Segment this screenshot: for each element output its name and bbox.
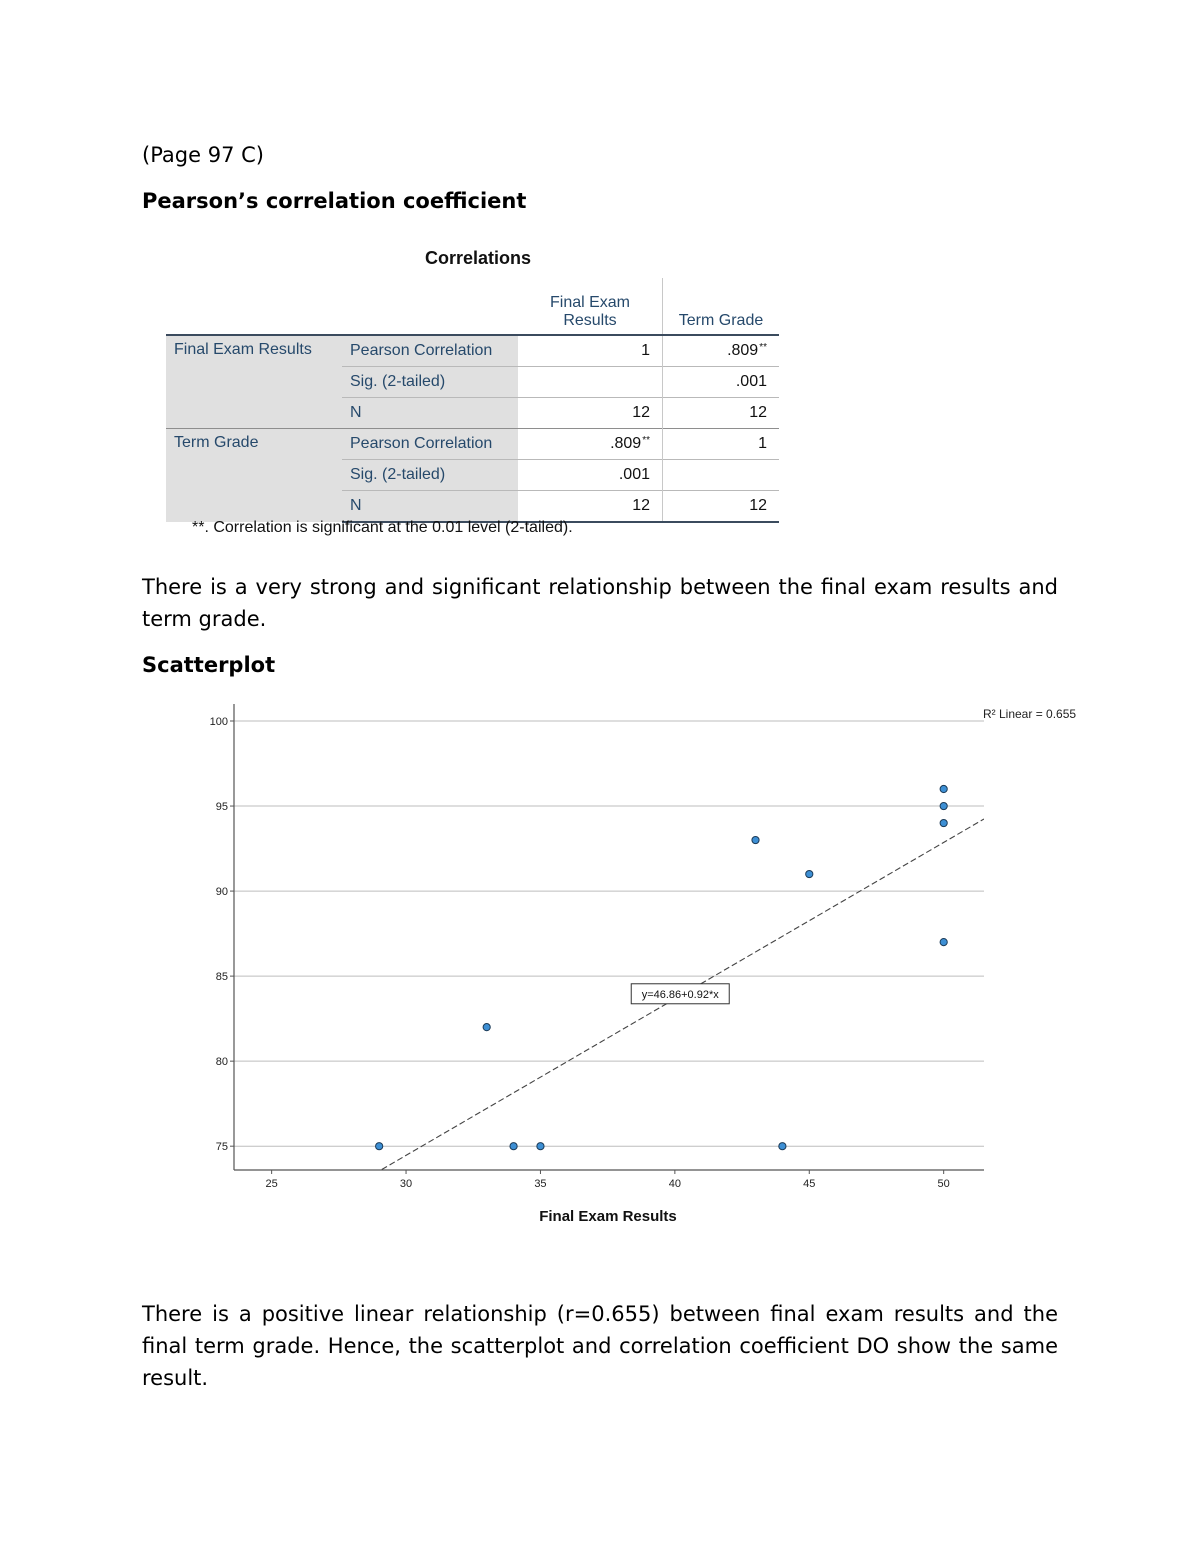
table-row bbox=[166, 429, 779, 460]
cell-value: 1 bbox=[663, 429, 780, 460]
cell-value: .809** bbox=[663, 335, 780, 367]
heading-pearson: Pearson’s correlation coefficient bbox=[142, 189, 527, 213]
row-stat-label: Sig. (2-tailed) bbox=[342, 460, 518, 491]
table-title: Correlations bbox=[424, 248, 532, 268]
row-stat-label: N bbox=[342, 398, 518, 429]
data-point bbox=[537, 1143, 544, 1150]
tick-label-y: 85 bbox=[215, 971, 228, 984]
tick-label-x: 45 bbox=[803, 1178, 816, 1190]
col-header-term-grade: Term Grade bbox=[663, 278, 780, 335]
row-stat-label: N bbox=[342, 491, 518, 523]
data-point bbox=[940, 802, 947, 809]
legend-r-squared: R² Linear = 0.655 bbox=[983, 707, 1077, 721]
row-group-label: Final Exam Results bbox=[166, 335, 342, 429]
row-stat-label: Sig. (2-tailed) bbox=[342, 367, 518, 398]
data-point bbox=[940, 785, 947, 792]
cell-value bbox=[663, 460, 780, 491]
scatterplot-chart bbox=[0, 690, 1200, 1250]
cell-value: 1 bbox=[518, 335, 663, 367]
tick-label-y: 100 bbox=[209, 716, 228, 729]
data-point bbox=[752, 836, 759, 843]
tick-label-y: 75 bbox=[215, 1141, 228, 1154]
tick-label-y: 95 bbox=[215, 801, 228, 814]
row-group-label: Term Grade bbox=[166, 429, 342, 523]
data-point bbox=[779, 1143, 786, 1150]
tick-label-x: 35 bbox=[534, 1178, 547, 1190]
cell-value: 12 bbox=[518, 398, 663, 429]
significance-marker: ** bbox=[759, 342, 767, 353]
tick-label-x: 25 bbox=[265, 1178, 278, 1190]
data-point bbox=[510, 1143, 517, 1150]
regression-line bbox=[234, 819, 984, 1250]
row-stat-label: Pearson Correlation bbox=[342, 335, 518, 367]
data-point bbox=[483, 1024, 490, 1031]
tick-label-y: 90 bbox=[215, 886, 228, 899]
col-header-final-exam: Final Exam Results bbox=[549, 294, 631, 329]
cell-value: .001 bbox=[663, 367, 780, 398]
tick-label-y: 80 bbox=[215, 1056, 228, 1069]
equation-label: y=46.86+0.92*x bbox=[641, 988, 719, 1001]
cell-value bbox=[518, 367, 663, 398]
cell-value: 12 bbox=[518, 491, 663, 523]
cell-value: 12 bbox=[663, 398, 780, 429]
data-point bbox=[940, 819, 947, 826]
cell-value: .809** bbox=[518, 429, 663, 460]
tick-label-x: 40 bbox=[668, 1178, 681, 1190]
cell-value: 12 bbox=[663, 491, 780, 523]
tick-label-x: 50 bbox=[937, 1178, 950, 1190]
significance-marker: ** bbox=[642, 435, 650, 446]
paragraph-correlation: There is a very strong and significant relationship between the final exam results and term grade. bbox=[142, 575, 1058, 631]
correlations-table bbox=[166, 278, 779, 523]
x-axis-label: Final Exam Results bbox=[539, 1208, 677, 1225]
tick-label-x: 30 bbox=[399, 1178, 413, 1190]
table-footnote: **. Correlation is significant at the 0.01 level (2-tailed). bbox=[192, 519, 573, 536]
table-header-row bbox=[166, 278, 779, 335]
data-point bbox=[376, 1143, 383, 1150]
data-point bbox=[806, 870, 813, 877]
page-reference: (Page 97 C) bbox=[142, 143, 264, 167]
cell-value: .001 bbox=[518, 460, 663, 491]
paragraph-conclusion: There is a positive linear relationship (r=0.655) between final exam results and the final term grade. Hence, the scatterplot and correlation coefficient DO show the same result. bbox=[142, 1302, 1058, 1390]
row-stat-label: Pearson Correlation bbox=[342, 429, 518, 460]
table-row bbox=[166, 335, 779, 367]
heading-scatterplot: Scatterplot bbox=[142, 653, 276, 677]
data-point bbox=[940, 939, 947, 946]
